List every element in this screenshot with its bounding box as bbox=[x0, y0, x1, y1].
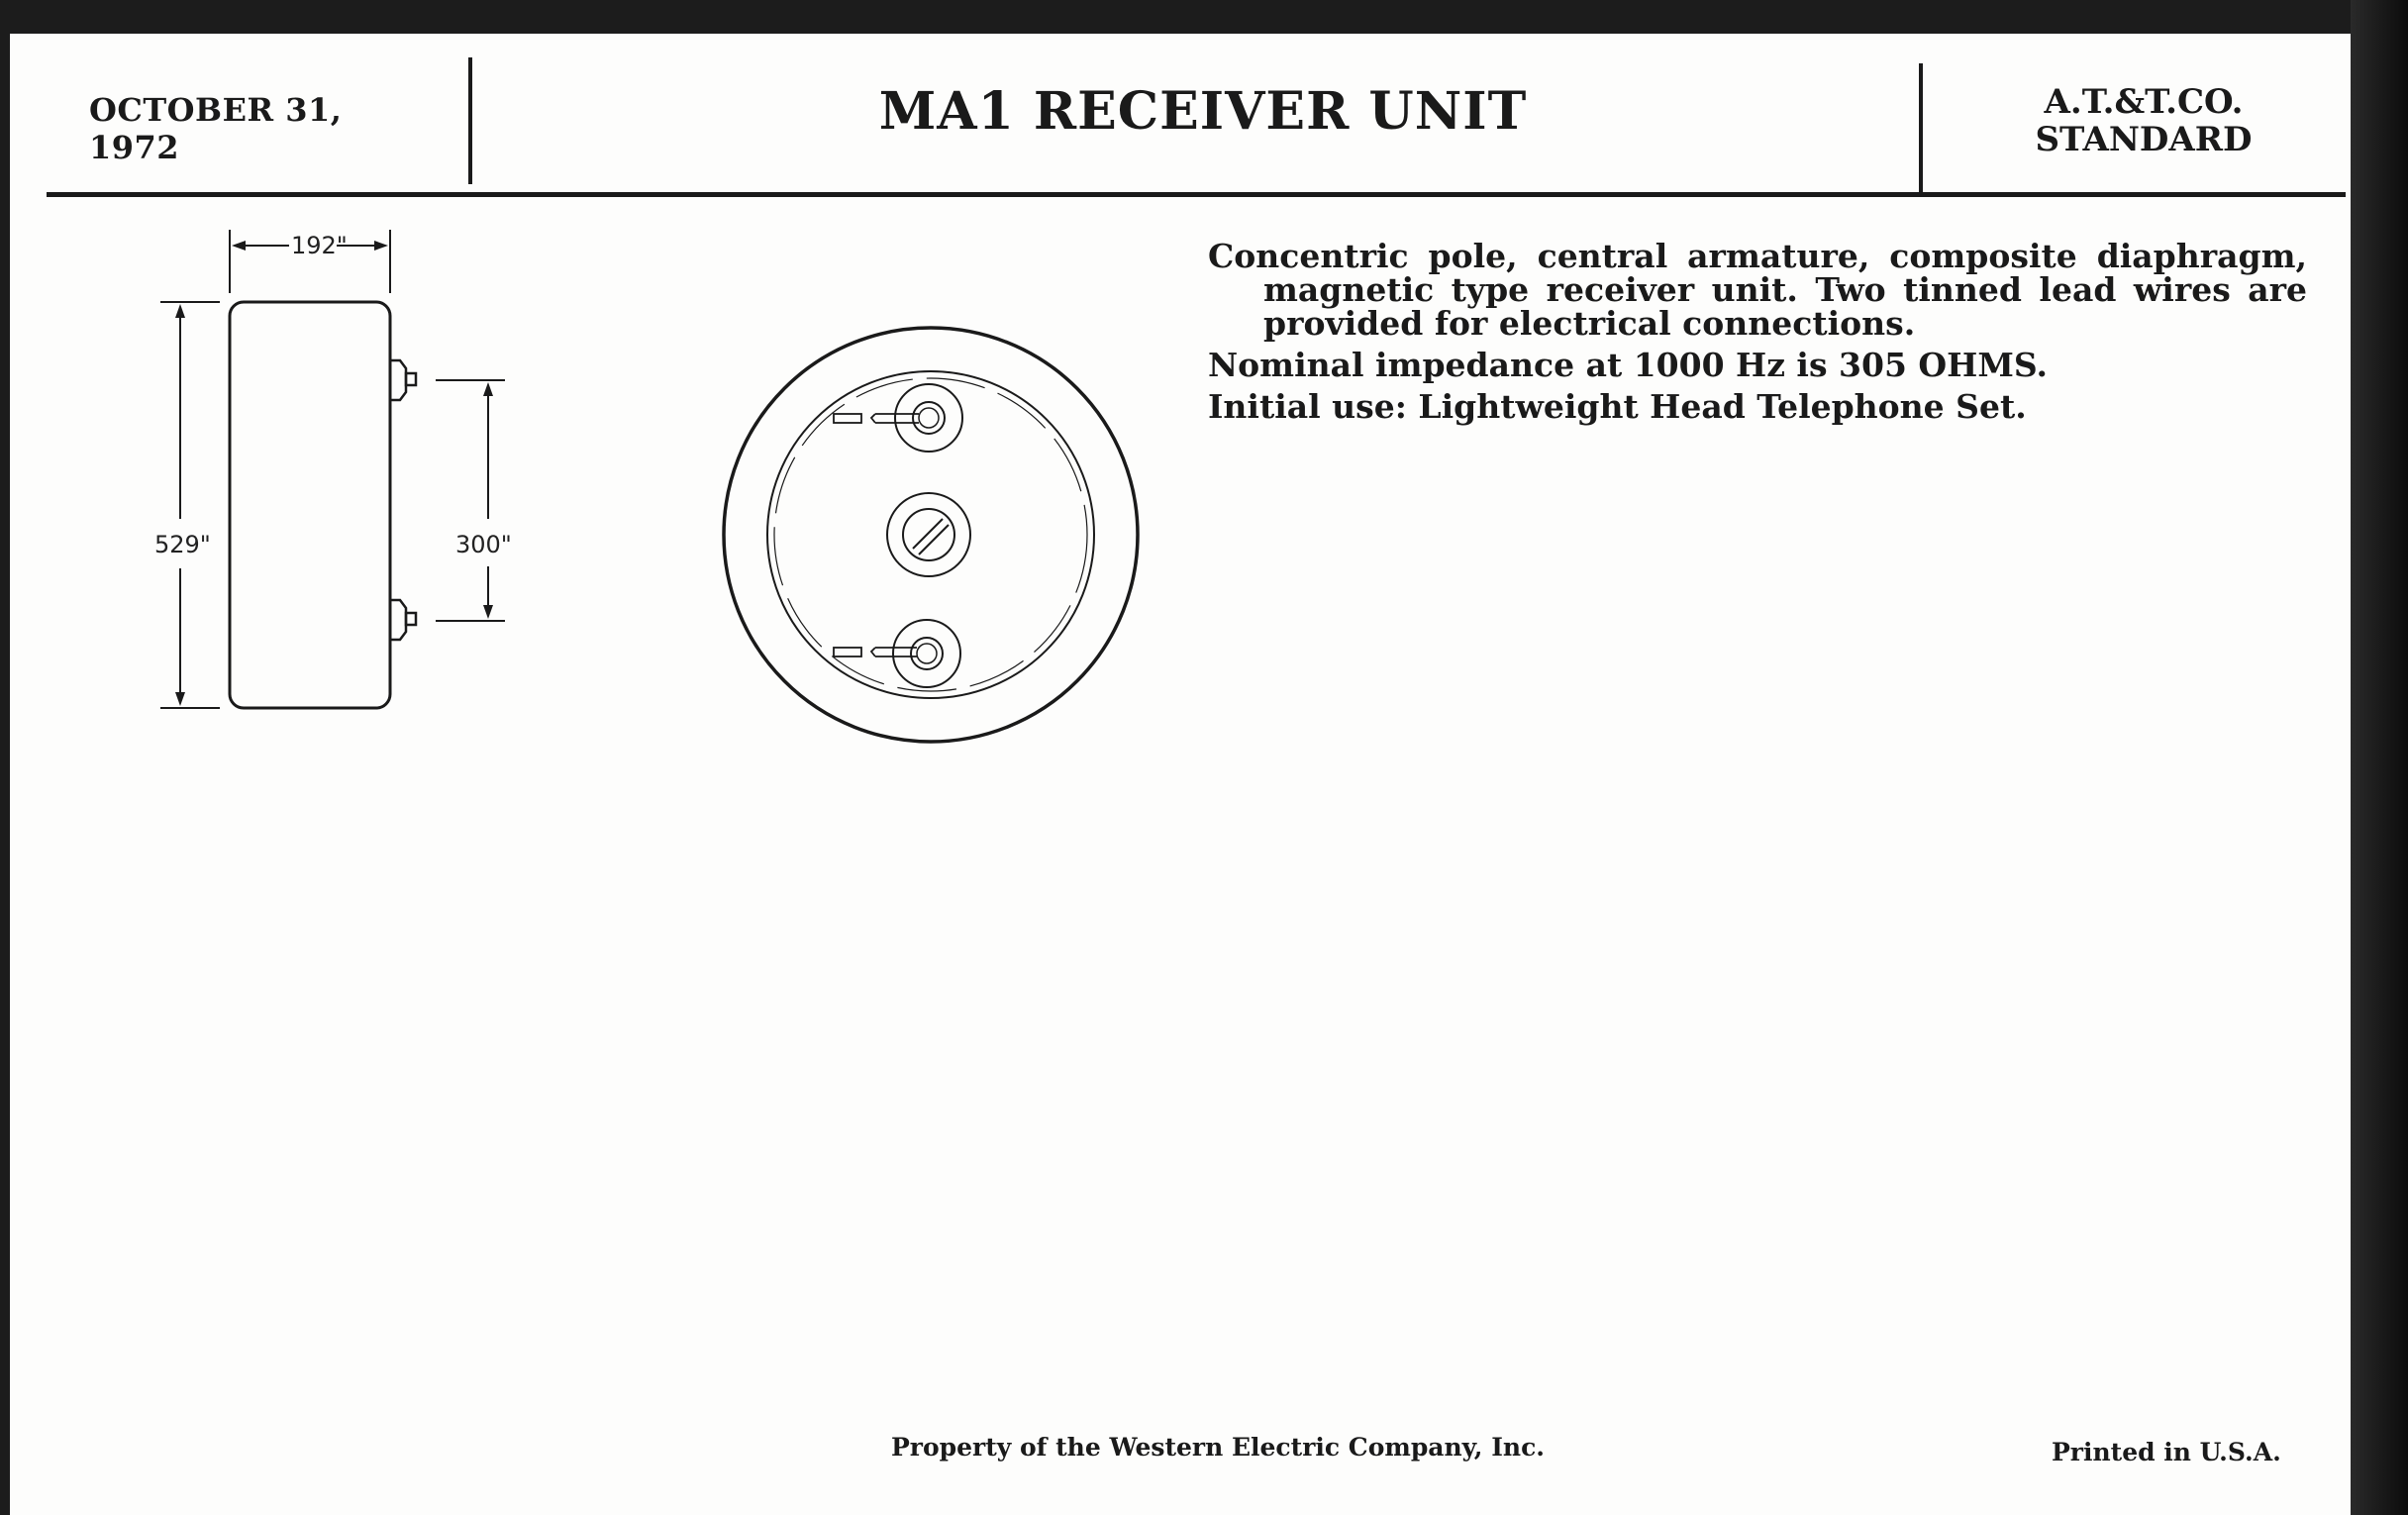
description-block bbox=[1208, 237, 2307, 432]
initial-use-paragraph: Initial use: Lightweight Head Telephone Set. bbox=[1208, 387, 2027, 426]
document-title: MA1 RECEIVER UNIT bbox=[878, 81, 1528, 142]
issue-date: OCTOBER 31, 1972 bbox=[89, 91, 343, 166]
standard-line-1: A.T.&T.CO. bbox=[2044, 82, 2244, 122]
printed-notice: Printed in U.S.A. bbox=[2052, 1438, 2281, 1466]
standard-line-2: STANDARD bbox=[2035, 120, 2253, 159]
header-divider-right bbox=[1919, 63, 1923, 194]
property-notice: Property of the Western Electric Company, Inc. bbox=[891, 1433, 1546, 1462]
technical-drawing bbox=[10, 34, 1198, 747]
standard-label bbox=[1951, 83, 2337, 158]
description-paragraph: Concentric pole, central armature, composite diaphragm, magnetic type receiver unit. Two tinned lead wires are provided for electrical connections. bbox=[1208, 237, 2307, 343]
impedance-paragraph: Nominal impedance at 1000 Hz is 305 OHMS. bbox=[1208, 346, 2049, 384]
side-view bbox=[230, 302, 416, 708]
data-sheet-card bbox=[10, 34, 2351, 1515]
dim-terminal-spacing-label: 300" bbox=[455, 531, 512, 558]
dim-width-label: 192" bbox=[291, 232, 348, 259]
dim-height-label: 529" bbox=[154, 531, 211, 558]
scan-edge-shadow bbox=[2351, 0, 2408, 1515]
front-view bbox=[724, 328, 1138, 742]
